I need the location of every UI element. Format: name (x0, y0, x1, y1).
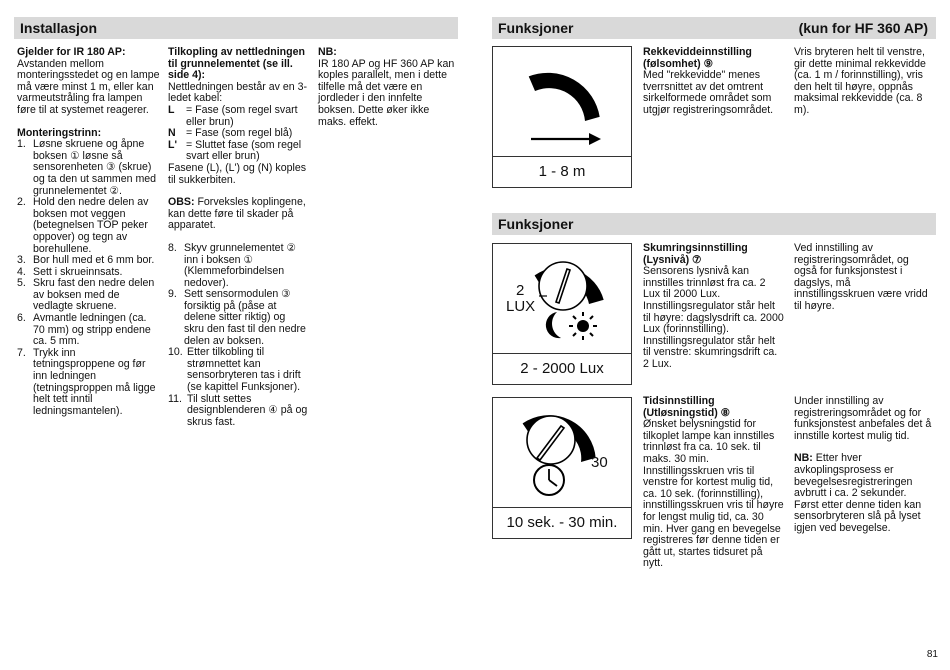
time-dial-icon (493, 398, 633, 510)
range-caption: 1 - 8 m (493, 156, 631, 187)
step-number: 5. (17, 277, 26, 290)
wire-definition (168, 105, 308, 128)
step-text: Sett sensormodulen ③ forsiktig på (påse at delene sitter riktig) og skru den fast til den nedre delen av boksen. (184, 288, 306, 347)
lux-illustration (492, 243, 632, 385)
step-number: 7. (17, 346, 26, 359)
step-number: 6. (17, 312, 26, 325)
step-item (17, 139, 160, 197)
step-number: 8. (168, 241, 177, 254)
time-nb-heading: NB: (794, 452, 813, 465)
step-text: Bor hull med et 6 mm bor. (33, 254, 155, 267)
lux-caption: 2 - 2000 Lux (493, 353, 631, 384)
wire-meaning: = Fase (som regel blå) (186, 127, 293, 140)
step-text: Løsne skruene og åpne boksen ① løsne så sensorenheten ③ (skrue) og ta den ut sammen med grunnelementet ②. (33, 138, 157, 197)
wire-meaning: = Sluttet fase (som regel svart eller brun) (186, 138, 302, 163)
montering-heading: Monteringstrinn: (17, 126, 102, 139)
time-dial-label-number: 30 (591, 454, 608, 471)
step-item (17, 313, 160, 348)
section-title-text: Funksjoner (498, 20, 574, 36)
range-illustration (492, 46, 632, 188)
step-item (168, 394, 308, 429)
range-heading: Rekkeviddeinnstilling (følsomhet) ⑨ (643, 46, 752, 70)
step-item (168, 347, 308, 393)
lux-heading: Skumringsinnstilling (Lysnivå) ⑦ (643, 242, 748, 266)
lux-side-text: Ved innstilling av registreringsområdet, og også for funksjonstest i dagslys, må innstillingsskruen være vridd til høyre. (794, 242, 928, 312)
section-title-funksjoner-2 (492, 213, 936, 235)
step-number: 11. (168, 392, 182, 405)
step-text: Trykk inn tetningsproppene og før inn ledningen (tetningsproppen må ligge helt tett inntil ledningsmantelen). (33, 346, 156, 417)
range-text: Med "rekkevidde" menes tverrsnittet av det omtrent sirkelformede området som utgjør registreringsområdet. (643, 69, 774, 116)
time-caption: 10 sek. - 30 min. (493, 507, 631, 538)
step-item (168, 243, 308, 289)
obs-paragraph (168, 197, 308, 232)
time-text: Ønsket belysningstid for tilkoplet lampe kan innstilles trinnløst fra ca. 10 sek. til maks. 30 min. Innstillingsskruen vris til venstre for kortest mulig tid, ca. 10 sek. (forinnstilling), innstillingsskruen vris til høyre for lengst mulig tid, ca. 30 min. Hver gang en bevegelse registreres før denne tiden er gått ut, startes tidsuret på nytt. (643, 418, 784, 570)
tilkobling-text: Nettledningen består av en 3-ledet kabel: (168, 80, 307, 105)
time-description (643, 396, 785, 570)
step-number: 4. (17, 265, 26, 278)
section-title-text: Funksjoner (498, 216, 574, 232)
time-nb-text: Etter hver avkoplingsprosess er bevegelsesregistreringen avbrutt i ca. 2 sekunder. Først etter denne tiden kan sensorbryteren slå på lyset igjen ved bevegelse. (794, 452, 922, 534)
time-side-note (794, 396, 934, 546)
step-item (17, 348, 160, 418)
step-number: 9. (168, 288, 177, 301)
step-text: Hold den nedre delen av boksen mot veggen (betegnelsen TOP peker oppover) og tegn av borehullene. (33, 196, 149, 255)
section-title-funksjoner (492, 17, 936, 39)
montering-steps (17, 139, 160, 417)
lux-side-note (794, 243, 934, 313)
fasene-text: Fasene (L), (L') og (N) koples til sukkerbiten. (168, 161, 307, 186)
wire-meaning: = Fase (som regel svart eller brun) (186, 103, 298, 128)
wire-code: L (168, 103, 175, 116)
range-side-note (794, 47, 934, 117)
tilkobling-heading: Tilkopling av nettledningen til grunnelementet (se ill. side 4): (168, 46, 305, 82)
time-nb-paragraph (794, 453, 934, 534)
wire-code: N (168, 127, 176, 140)
gjelder-paragraph (17, 47, 160, 117)
time-illustration (492, 397, 632, 539)
step-item (168, 289, 308, 347)
gjelder-text: Avstanden mellom monteringsstedet og en lampe må være minst 1 m, eller kan varmeutstråling fra lampen føre til at systemet reagerer. (17, 57, 160, 116)
step-number: 1. (17, 138, 26, 151)
install-column-2 (168, 47, 308, 439)
wire-code: L' (168, 138, 177, 151)
lux-dial-label-number: 2 (516, 282, 525, 299)
obs-text: Forveksles koplingene, kan dette føre til skader på apparatet. (168, 196, 306, 232)
lux-description (643, 243, 785, 371)
install-column-1 (17, 47, 160, 428)
wire-definition (168, 128, 308, 140)
wire-definition (168, 140, 308, 163)
range-side-text: Vris bryteren helt til venstre, gir dette minimal rekkevidde (ca. 1 m / forinnstilling), vris den helt til høyre, oppnås maksimal rekkevidde (ca. 8 m). (794, 46, 926, 116)
step-text: Sett i skrueinnsats. (33, 265, 123, 278)
section-title-installasjon (14, 17, 458, 39)
step-number: 3. (17, 254, 26, 267)
lux-dial-label-unit: LUX (506, 298, 536, 315)
obs-heading: OBS: (168, 196, 195, 209)
lux-text: Sensorens lysnivå kan innstilles trinnløst fra ca. 2 Lux til 2000 Lux. Innstillingsregulator står helt til høyre: dagslysdrift ca. 2000 Lux (forinnstilling). Innstillingsregulator står helt til venstre: skumringsdrift ca. 2 Lux. (643, 265, 784, 370)
step-item (17, 197, 160, 255)
time-side-text: Under innstilling av registreringsområdet og for funksjonstest anbefales det å innstille kortest mulig tid. (794, 395, 932, 442)
step-text: Etter tilkobling til strømnettet kan sensorbryteren tas i drift (se kapittel Funksjoner). (187, 346, 301, 394)
range-arc-icon (493, 47, 633, 159)
wire-definitions (168, 105, 308, 163)
montering-steps-continued (168, 243, 308, 429)
page-number: 81 (926, 649, 938, 660)
step-text: Skyv grunnelementet ② inn i boksen ① (Klemmeforbindelsen nedover). (184, 241, 296, 289)
step-item (17, 255, 160, 267)
section-title-qualifier: (kun for HF 360 AP) (798, 20, 928, 36)
gjelder-heading: Gjelder for IR 180 AP: (17, 46, 126, 58)
step-item (17, 278, 160, 313)
nb-heading: NB: (318, 46, 337, 58)
nb-text: IR 180 AP og HF 360 AP kan koples parallelt, men i dette tilfelle må det være en jordleder i den innfelte boksen. Dette øker ikke maks. effekt. (318, 57, 455, 128)
install-column-3 (318, 47, 458, 128)
step-text: Til slutt settes designblenderen ④ på og skrus fast. (187, 392, 308, 428)
step-number: 2. (17, 196, 26, 209)
range-description (643, 47, 785, 117)
section-title-text: Installasjon (20, 20, 98, 36)
time-heading: Tidsinnstilling (Utløsningstid) ⑧ (643, 395, 731, 419)
step-text: Avmantle ledningen (ca. 70 mm) og stripp endene ca. 5 mm. (33, 312, 151, 348)
step-text: Skru fast den nedre delen av boksen med de vedlagte skruene. (33, 277, 155, 313)
step-number: 10. (168, 346, 183, 359)
